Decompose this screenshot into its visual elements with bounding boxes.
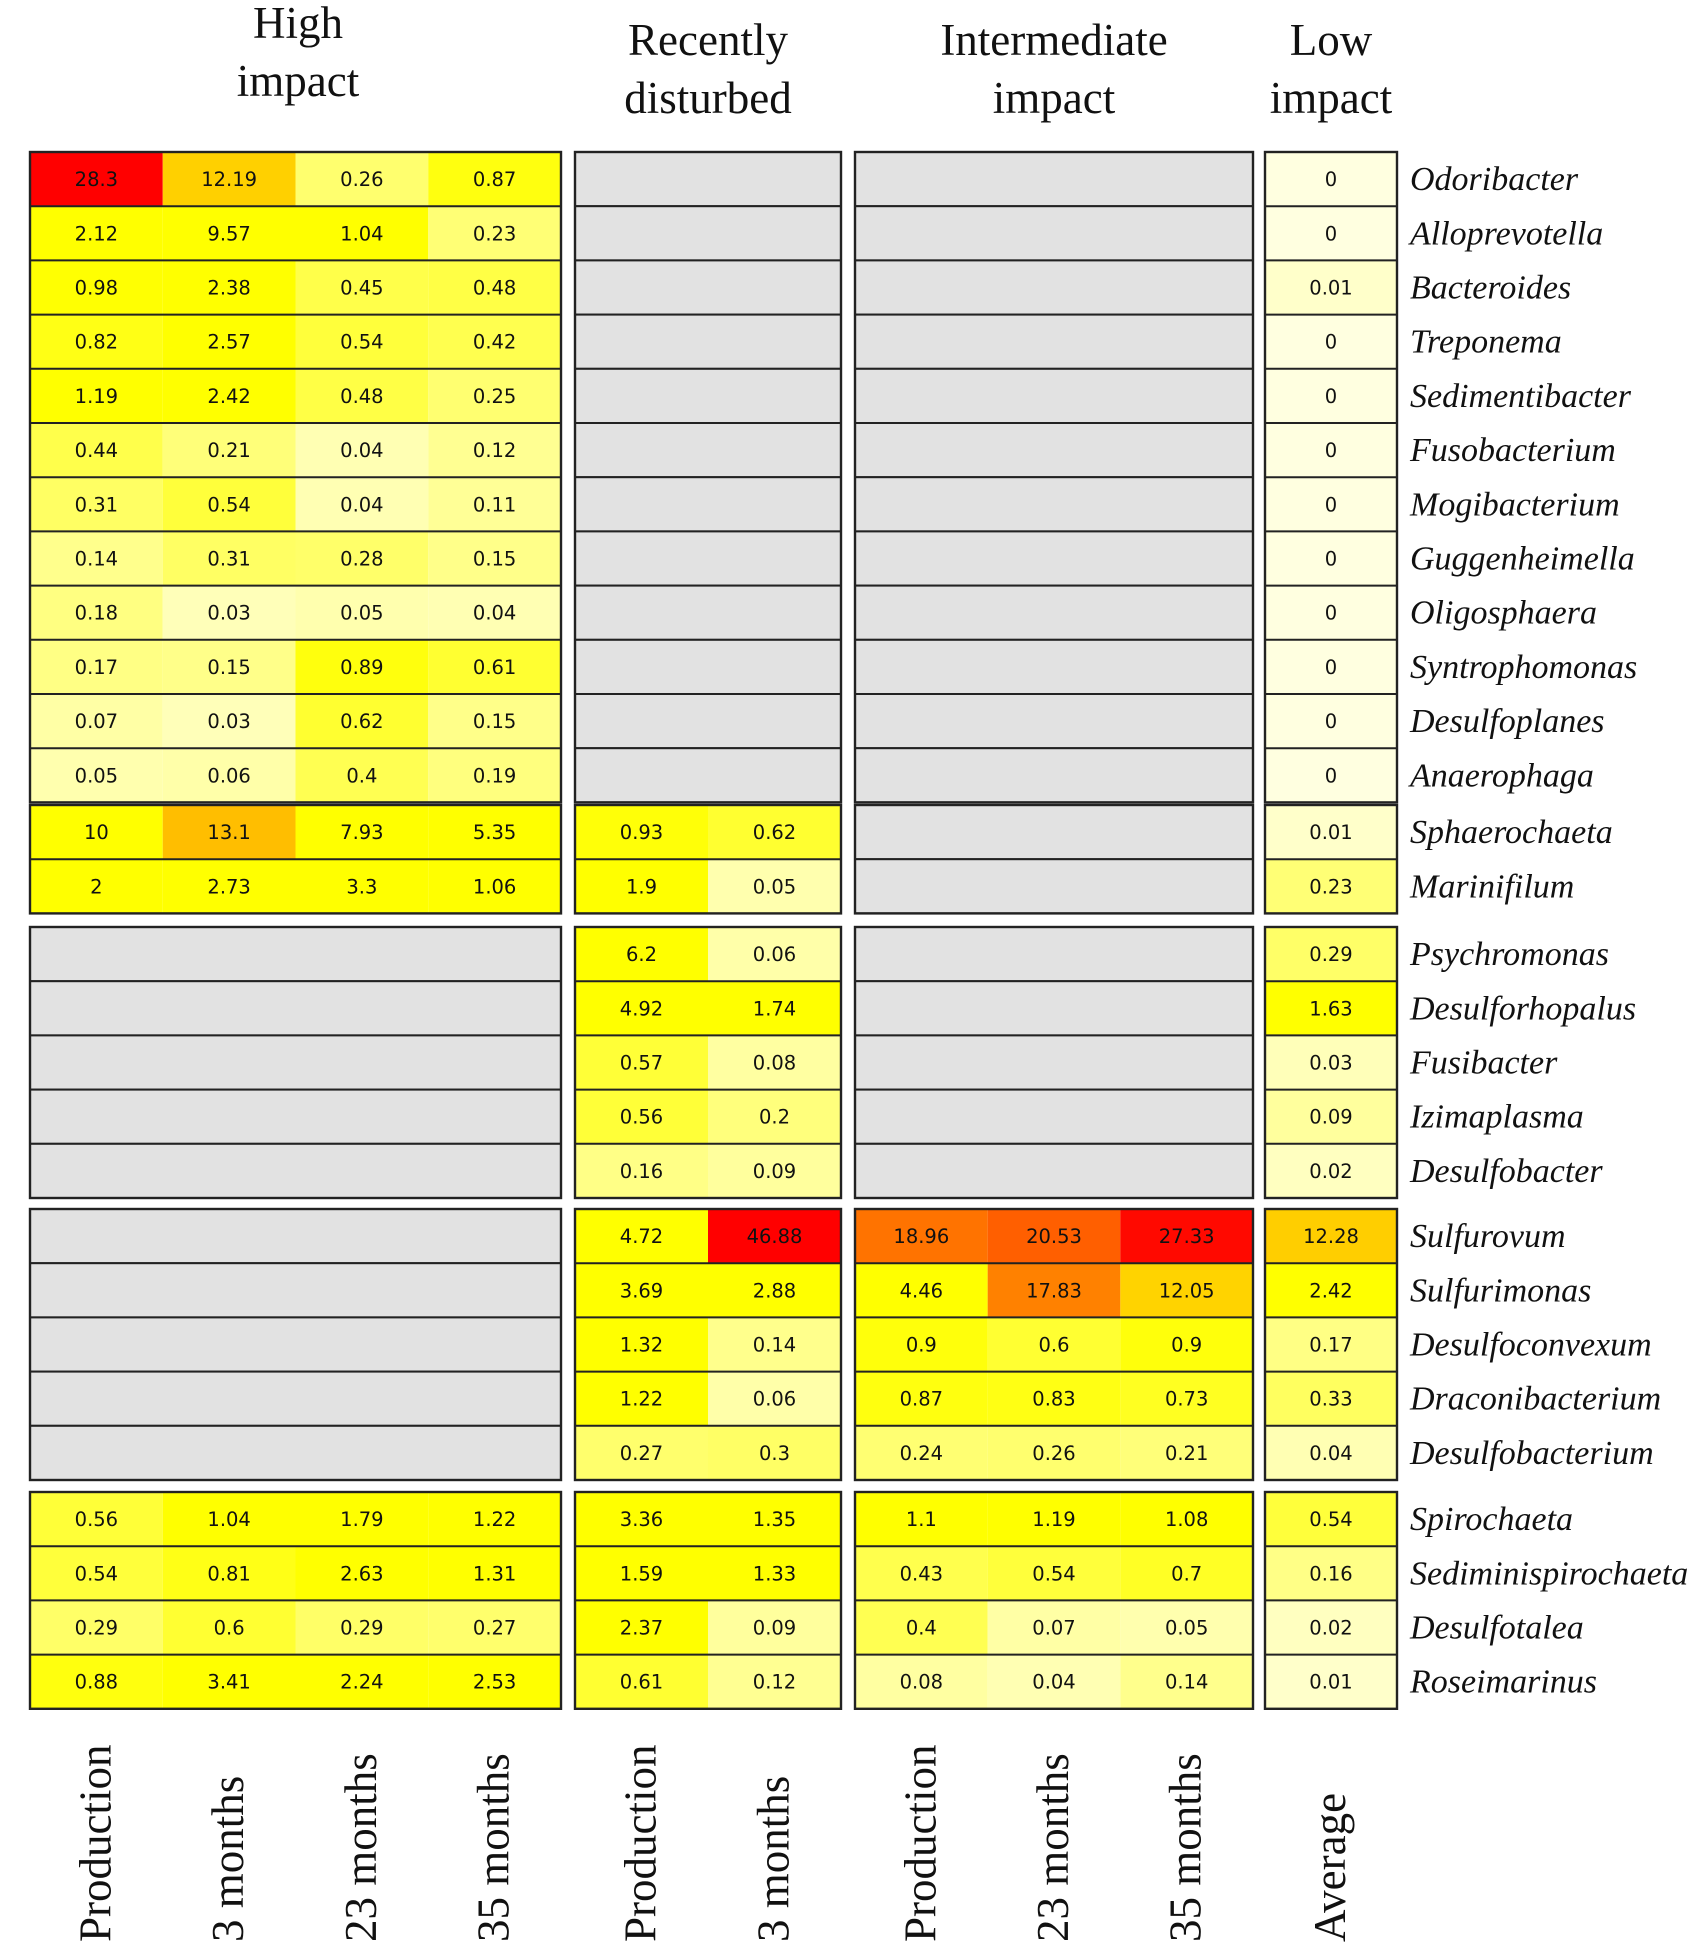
- missing-cell-high-izimaplasma: [30, 1090, 561, 1144]
- cell-value-recent-production-spirochaeta: 3.36: [619, 1508, 664, 1532]
- cell-value-high-production-spirochaeta: 0.56: [74, 1508, 119, 1532]
- cell-value-low-average-odoribacter: 0: [1324, 168, 1338, 192]
- cell-value-low-average-desulfobacterium: 0.04: [1309, 1441, 1353, 1465]
- cell-value-high-3-months-treponema: 2.57: [207, 330, 251, 354]
- cell-value-high-35-months-anaerophaga: 0.19: [472, 764, 517, 788]
- missing-cell-inter-sedimentibacter: [855, 369, 1253, 423]
- missing-cell-recent-sedimentibacter: [575, 369, 841, 423]
- cell-value-high-3-months-anaerophaga: 0.06: [207, 764, 251, 788]
- genus-label-oligosphaera: Oligosphaera: [1410, 594, 1597, 632]
- cell-value-inter-23-months-desulfoconvexum: 0.6: [1038, 1333, 1070, 1357]
- cell-value-high-23-months-syntrophomonas: 0.89: [340, 655, 384, 679]
- cell-value-high-production-odoribacter: 28.3: [74, 168, 119, 192]
- cell-value-recent-production-marinifilum: 1.9: [625, 875, 658, 899]
- cell-value-high-23-months-bacteroides: 0.45: [340, 276, 384, 300]
- missing-cell-inter-fusobacterium: [855, 423, 1253, 477]
- cell-value-low-average-oligosphaera: 0: [1324, 601, 1338, 625]
- column-label-inter-production: Production: [895, 1744, 946, 1942]
- missing-cell-inter-desulfoplanes: [855, 694, 1253, 748]
- cell-value-high-production-sedimentibacter: 1.19: [74, 384, 119, 408]
- cell-value-high-35-months-marinifilum: 1.06: [472, 875, 517, 899]
- cell-value-high-23-months-roseimarinus: 2.24: [340, 1670, 384, 1694]
- cell-value-high-production-bacteroides: 0.98: [74, 276, 119, 300]
- cell-value-high-35-months-guggenheimella: 0.15: [472, 547, 517, 571]
- missing-cell-inter-guggenheimella: [855, 531, 1253, 585]
- cell-value-inter-35-months-spirochaeta: 1.08: [1164, 1508, 1209, 1532]
- cell-value-recent-3-months-sediminispirochaeta: 1.33: [752, 1562, 797, 1586]
- cell-value-high-3-months-odoribacter: 12.19: [201, 168, 258, 192]
- missing-cell-inter-psychromonas: [855, 927, 1253, 981]
- missing-cell-inter-fusibacter: [855, 1035, 1253, 1089]
- cell-value-recent-3-months-desulfotalea: 0.09: [752, 1616, 797, 1640]
- cell-value-high-3-months-sedimentibacter: 2.42: [207, 384, 251, 408]
- cell-value-high-35-months-odoribacter: 0.87: [472, 168, 517, 192]
- cell-value-high-35-months-fusobacterium: 0.12: [472, 439, 517, 463]
- cell-value-high-production-fusobacterium: 0.44: [74, 439, 119, 463]
- cell-value-recent-3-months-desulfobacter: 0.09: [752, 1159, 797, 1183]
- missing-cell-high-sulfurimonas: [30, 1263, 561, 1317]
- cell-value-inter-35-months-draconibacterium: 0.73: [1164, 1387, 1209, 1411]
- cell-value-low-average-sulfurovum: 12.28: [1303, 1225, 1359, 1249]
- genus-labels: [1408, 161, 1688, 1701]
- genus-label-alloprevotella: Alloprevotella: [1410, 215, 1604, 253]
- cell-value-high-35-months-sphaerochaeta: 5.35: [472, 821, 517, 845]
- cell-value-low-average-desulfoconvexum: 0.17: [1309, 1333, 1353, 1357]
- cell-value-high-23-months-sphaerochaeta: 7.93: [340, 821, 384, 845]
- cell-value-high-35-months-desulfotalea: 0.27: [472, 1616, 517, 1640]
- cell-value-recent-3-months-sphaerochaeta: 0.62: [752, 821, 797, 845]
- cell-value-inter-production-sulfurimonas: 4.46: [899, 1279, 944, 1303]
- group-title-inter-line-1: Intermediate: [940, 15, 1168, 65]
- cell-value-high-3-months-bacteroides: 2.38: [207, 276, 251, 300]
- missing-cell-recent-anaerophaga: [575, 748, 841, 802]
- missing-cell-high-fusibacter: [30, 1035, 561, 1089]
- group-title-high-line-1: High: [253, 0, 343, 48]
- genus-label-treponema: Treponema: [1410, 323, 1562, 361]
- genus-label-marinifilum: Marinifilum: [1410, 868, 1575, 906]
- cell-value-high-3-months-syntrophomonas: 0.15: [207, 655, 251, 679]
- missing-cell-high-desulfobacter: [30, 1144, 561, 1198]
- column-label-high-3-months: 3 months: [203, 1775, 254, 1942]
- genus-label-spirochaeta: Spirochaeta: [1410, 1501, 1574, 1539]
- cell-value-low-average-fusobacterium: 0: [1324, 439, 1338, 463]
- cell-value-high-35-months-mogibacterium: 0.11: [472, 493, 517, 517]
- cell-value-low-average-treponema: 0: [1324, 330, 1338, 354]
- cell-value-inter-production-roseimarinus: 0.08: [899, 1670, 944, 1694]
- genus-label-sedimentibacter: Sedimentibacter: [1410, 377, 1631, 415]
- cell-value-high-35-months-spirochaeta: 1.22: [472, 1508, 517, 1532]
- cell-value-low-average-draconibacterium: 0.33: [1309, 1387, 1353, 1411]
- cell-value-recent-3-months-desulforhopalus: 1.74: [752, 997, 797, 1021]
- cell-value-low-average-sphaerochaeta: 0.01: [1309, 821, 1353, 845]
- missing-cell-inter-izimaplasma: [855, 1090, 1253, 1144]
- group-title-low-line-2: impact: [1269, 73, 1393, 123]
- cell-value-recent-3-months-psychromonas: 0.06: [752, 943, 797, 967]
- cell-value-inter-23-months-sulfurovum: 20.53: [1026, 1225, 1082, 1249]
- missing-cell-inter-marinifilum: [855, 859, 1253, 913]
- missing-cell-recent-desulfoplanes: [575, 694, 841, 748]
- cell-value-high-production-syntrophomonas: 0.17: [74, 655, 119, 679]
- cell-value-recent-production-sulfurimonas: 3.69: [619, 1279, 664, 1303]
- cell-value-inter-23-months-roseimarinus: 0.04: [1032, 1670, 1076, 1694]
- cell-value-high-23-months-sedimentibacter: 0.48: [340, 384, 384, 408]
- group-title-recent-line-2: disturbed: [624, 73, 792, 123]
- column-label-recent-3-months: 3 months: [748, 1775, 799, 1942]
- cell-value-inter-23-months-draconibacterium: 0.83: [1032, 1387, 1076, 1411]
- cell-value-recent-production-desulfoconvexum: 1.32: [619, 1333, 664, 1357]
- missing-cell-inter-sphaerochaeta: [855, 805, 1253, 859]
- cell-value-high-35-months-treponema: 0.42: [472, 330, 517, 354]
- cell-value-high-production-roseimarinus: 0.88: [74, 1670, 119, 1694]
- cell-value-high-production-anaerophaga: 0.05: [74, 764, 119, 788]
- cell-value-high-3-months-fusobacterium: 0.21: [207, 439, 251, 463]
- cell-value-high-23-months-guggenheimella: 0.28: [340, 547, 384, 571]
- cell-value-inter-35-months-desulfotalea: 0.05: [1164, 1616, 1209, 1640]
- cell-value-high-23-months-sediminispirochaeta: 2.63: [340, 1562, 384, 1586]
- cell-value-inter-production-spirochaeta: 1.1: [905, 1508, 937, 1532]
- missing-cell-inter-odoribacter: [855, 152, 1253, 206]
- cell-value-high-35-months-sedimentibacter: 0.25: [472, 384, 517, 408]
- cell-value-recent-production-psychromonas: 6.2: [625, 943, 658, 967]
- cell-value-high-3-months-sphaerochaeta: 13.1: [207, 821, 251, 845]
- missing-cell-recent-oligosphaera: [575, 586, 841, 640]
- cell-value-high-23-months-oligosphaera: 0.05: [340, 601, 384, 625]
- cell-value-low-average-desulfotalea: 0.02: [1309, 1616, 1353, 1640]
- cell-value-high-35-months-syntrophomonas: 0.61: [472, 655, 517, 679]
- cell-value-recent-3-months-izimaplasma: 0.2: [758, 1105, 791, 1129]
- genus-label-syntrophomonas: Syntrophomonas: [1410, 648, 1638, 686]
- genus-label-guggenheimella: Guggenheimella: [1410, 540, 1635, 578]
- cell-value-high-3-months-alloprevotella: 9.57: [207, 222, 251, 246]
- missing-cell-recent-alloprevotella: [575, 206, 841, 260]
- genus-label-sulfurimonas: Sulfurimonas: [1410, 1272, 1592, 1310]
- cell-value-high-3-months-sediminispirochaeta: 0.81: [207, 1562, 251, 1586]
- missing-cell-high-sulfurovum: [30, 1209, 561, 1263]
- missing-cell-inter-mogibacterium: [855, 477, 1253, 531]
- genus-label-fusobacterium: Fusobacterium: [1410, 432, 1616, 470]
- cell-value-inter-23-months-spirochaeta: 1.19: [1032, 1508, 1076, 1532]
- genus-label-izimaplasma: Izimaplasma: [1410, 1098, 1584, 1136]
- genus-label-desulforhopalus: Desulforhopalus: [1410, 990, 1637, 1028]
- missing-cell-inter-oligosphaera: [855, 586, 1253, 640]
- cell-value-inter-23-months-sulfurimonas: 17.83: [1026, 1279, 1082, 1303]
- cell-value-high-3-months-marinifilum: 2.73: [207, 875, 251, 899]
- cell-value-high-3-months-roseimarinus: 3.41: [207, 1670, 251, 1694]
- missing-cell-high-desulforhopalus: [30, 981, 561, 1035]
- cell-value-recent-3-months-roseimarinus: 0.12: [752, 1670, 797, 1694]
- genus-label-bacteroides: Bacteroides: [1410, 269, 1572, 307]
- cell-value-high-production-oligosphaera: 0.18: [74, 601, 119, 625]
- cell-value-high-35-months-bacteroides: 0.48: [472, 276, 517, 300]
- cell-value-high-production-desulfoplanes: 0.07: [74, 710, 119, 734]
- cell-value-low-average-desulfobacter: 0.02: [1309, 1159, 1353, 1183]
- cell-value-high-35-months-sediminispirochaeta: 1.31: [472, 1562, 517, 1586]
- missing-cell-inter-anaerophaga: [855, 748, 1253, 802]
- cell-value-inter-production-desulfotalea: 0.4: [905, 1616, 937, 1640]
- column-label-high-35-months: 35 months: [468, 1753, 519, 1942]
- missing-cell-inter-desulforhopalus: [855, 981, 1253, 1035]
- genus-label-mogibacterium: Mogibacterium: [1410, 486, 1620, 524]
- cell-value-inter-production-desulfoconvexum: 0.9: [905, 1333, 937, 1357]
- cell-value-high-23-months-mogibacterium: 0.04: [340, 493, 384, 517]
- cell-value-inter-35-months-desulfobacterium: 0.21: [1164, 1441, 1209, 1465]
- cell-value-low-average-desulforhopalus: 1.63: [1309, 997, 1353, 1021]
- cell-value-high-23-months-marinifilum: 3.3: [346, 875, 378, 899]
- cell-value-inter-35-months-sediminispirochaeta: 0.7: [1171, 1562, 1203, 1586]
- cell-value-recent-production-fusibacter: 0.57: [619, 1051, 664, 1075]
- cell-value-high-23-months-odoribacter: 0.26: [340, 168, 384, 192]
- missing-cell-high-draconibacterium: [30, 1372, 561, 1426]
- cell-value-recent-3-months-fusibacter: 0.08: [752, 1051, 797, 1075]
- missing-cell-recent-treponema: [575, 315, 841, 369]
- cell-value-high-production-guggenheimella: 0.14: [74, 547, 119, 571]
- group-title-recent-line-1: Recently: [628, 15, 788, 65]
- cell-value-recent-3-months-desulfoconvexum: 0.14: [752, 1333, 797, 1357]
- cell-value-low-average-fusibacter: 0.03: [1309, 1051, 1353, 1075]
- genus-label-sphaerochaeta: Sphaerochaeta: [1410, 814, 1613, 852]
- cell-value-recent-3-months-spirochaeta: 1.35: [752, 1508, 797, 1532]
- cell-value-recent-production-desulfobacter: 0.16: [619, 1159, 664, 1183]
- genus-label-anaerophaga: Anaerophaga: [1410, 757, 1594, 795]
- cell-value-low-average-roseimarinus: 0.01: [1309, 1670, 1353, 1694]
- cell-value-low-average-spirochaeta: 0.54: [1309, 1508, 1353, 1532]
- missing-cell-inter-alloprevotella: [855, 206, 1253, 260]
- cell-value-high-23-months-alloprevotella: 1.04: [340, 222, 384, 246]
- cell-value-high-3-months-desulfoplanes: 0.03: [207, 710, 251, 734]
- cell-value-inter-35-months-roseimarinus: 0.14: [1164, 1670, 1209, 1694]
- cell-value-inter-23-months-sediminispirochaeta: 0.54: [1032, 1562, 1076, 1586]
- cell-value-inter-23-months-desulfobacterium: 0.26: [1032, 1441, 1076, 1465]
- cell-value-high-production-desulfotalea: 0.29: [74, 1616, 119, 1640]
- cell-value-high-3-months-guggenheimella: 0.31: [207, 547, 251, 571]
- cell-value-high-3-months-spirochaeta: 1.04: [207, 1508, 251, 1532]
- column-labels: [70, 1745, 1355, 1943]
- missing-cell-recent-syntrophomonas: [575, 640, 841, 694]
- cell-value-high-production-treponema: 0.82: [74, 330, 119, 354]
- cell-value-low-average-bacteroides: 0.01: [1309, 276, 1353, 300]
- cell-value-high-production-marinifilum: 2: [90, 875, 103, 899]
- cell-value-recent-3-months-desulfobacterium: 0.3: [758, 1441, 791, 1465]
- column-label-recent-production: Production: [615, 1744, 666, 1942]
- genus-label-psychromonas: Psychromonas: [1410, 936, 1609, 974]
- missing-cell-inter-syntrophomonas: [855, 640, 1253, 694]
- cell-value-low-average-guggenheimella: 0: [1324, 547, 1338, 571]
- missing-cell-high-psychromonas: [30, 927, 561, 981]
- cell-value-recent-production-desulfobacterium: 0.27: [619, 1441, 664, 1465]
- cell-value-recent-production-draconibacterium: 1.22: [619, 1387, 664, 1411]
- cell-value-recent-3-months-sulfurovum: 46.88: [746, 1225, 803, 1249]
- cell-value-low-average-marinifilum: 0.23: [1309, 875, 1353, 899]
- cell-value-inter-production-sulfurovum: 18.96: [893, 1225, 950, 1249]
- cell-value-low-average-mogibacterium: 0: [1324, 493, 1338, 517]
- cell-value-high-35-months-alloprevotella: 0.23: [472, 222, 517, 246]
- genus-label-desulfobacterium: Desulfobacterium: [1410, 1434, 1654, 1472]
- cell-value-high-production-mogibacterium: 0.31: [74, 493, 119, 517]
- cell-value-high-production-alloprevotella: 2.12: [74, 222, 119, 246]
- genus-label-odoribacter: Odoribacter: [1410, 161, 1579, 199]
- cell-value-recent-production-sediminispirochaeta: 1.59: [619, 1562, 664, 1586]
- missing-cell-inter-bacteroides: [855, 260, 1253, 314]
- cell-value-recent-3-months-draconibacterium: 0.06: [752, 1387, 797, 1411]
- missing-cell-recent-guggenheimella: [575, 531, 841, 585]
- cell-value-inter-35-months-desulfoconvexum: 0.9: [1171, 1333, 1203, 1357]
- genus-label-sediminispirochaeta: Sediminispirochaeta: [1410, 1555, 1689, 1593]
- column-label-high-production: Production: [70, 1744, 121, 1942]
- cell-value-recent-production-izimaplasma: 0.56: [619, 1105, 664, 1129]
- genus-label-desulfoconvexum: Desulfoconvexum: [1410, 1326, 1652, 1364]
- cell-value-inter-production-draconibacterium: 0.87: [899, 1387, 944, 1411]
- cell-value-high-23-months-spirochaeta: 1.79: [340, 1508, 384, 1532]
- cell-value-low-average-desulfoplanes: 0: [1324, 710, 1338, 734]
- column-label-low-average: Average: [1305, 1792, 1355, 1942]
- missing-cell-inter-desulfobacter: [855, 1144, 1253, 1198]
- cell-value-high-23-months-anaerophaga: 0.4: [346, 764, 378, 788]
- group-title-low-line-1: Low: [1289, 15, 1373, 65]
- missing-cell-recent-odoribacter: [575, 152, 841, 206]
- cell-value-high-23-months-desulfotalea: 0.29: [340, 1616, 384, 1640]
- genus-label-roseimarinus: Roseimarinus: [1410, 1663, 1597, 1701]
- cell-value-low-average-psychromonas: 0.29: [1309, 943, 1353, 967]
- cell-value-high-35-months-roseimarinus: 2.53: [472, 1670, 517, 1694]
- missing-cell-high-desulfoconvexum: [30, 1317, 561, 1371]
- genus-label-draconibacterium: Draconibacterium: [1410, 1380, 1662, 1418]
- cell-value-low-average-syntrophomonas: 0: [1324, 655, 1338, 679]
- cell-value-inter-35-months-sulfurovum: 27.33: [1158, 1225, 1215, 1249]
- cell-value-low-average-sedimentibacter: 0: [1324, 384, 1338, 408]
- cell-value-recent-production-sulfurovum: 4.72: [619, 1225, 664, 1249]
- cell-value-high-35-months-desulfoplanes: 0.15: [472, 710, 517, 734]
- cell-value-low-average-sulfurimonas: 2.42: [1309, 1279, 1353, 1303]
- cell-value-high-23-months-treponema: 0.54: [340, 330, 384, 354]
- group-title-inter-line-2: impact: [992, 73, 1116, 123]
- column-label-high-23-months: 23 months: [335, 1753, 386, 1942]
- column-label-inter-23-months: 23 months: [1028, 1753, 1078, 1942]
- heatmap-cells: [30, 152, 1397, 1709]
- cell-value-inter-35-months-sulfurimonas: 12.05: [1158, 1279, 1215, 1303]
- cell-value-recent-production-sphaerochaeta: 0.93: [619, 821, 664, 845]
- missing-cell-recent-bacteroides: [575, 260, 841, 314]
- cell-value-high-23-months-desulfoplanes: 0.62: [340, 710, 384, 734]
- cell-value-recent-production-desulfotalea: 2.37: [619, 1616, 664, 1640]
- cell-value-recent-production-desulforhopalus: 4.92: [619, 997, 664, 1021]
- genus-label-fusibacter: Fusibacter: [1410, 1044, 1558, 1082]
- missing-cell-high-desulfobacterium: [30, 1426, 561, 1480]
- group-headers: [237, 0, 1393, 123]
- cell-value-low-average-anaerophaga: 0: [1324, 764, 1338, 788]
- cell-value-high-3-months-oligosphaera: 0.03: [207, 601, 251, 625]
- cell-value-low-average-sediminispirochaeta: 0.16: [1309, 1562, 1353, 1586]
- genus-label-desulfotalea: Desulfotalea: [1410, 1609, 1584, 1647]
- missing-cell-inter-treponema: [855, 315, 1253, 369]
- missing-cell-recent-fusobacterium: [575, 423, 841, 477]
- cell-value-inter-production-desulfobacterium: 0.24: [899, 1441, 944, 1465]
- cell-value-recent-3-months-marinifilum: 0.05: [752, 875, 797, 899]
- cell-value-high-3-months-mogibacterium: 0.54: [207, 493, 251, 517]
- genus-label-desulfoplanes: Desulfoplanes: [1410, 703, 1605, 741]
- missing-cell-recent-mogibacterium: [575, 477, 841, 531]
- cell-value-recent-3-months-sulfurimonas: 2.88: [752, 1279, 797, 1303]
- cell-value-high-production-sediminispirochaeta: 0.54: [74, 1562, 119, 1586]
- cell-value-high-3-months-desulfotalea: 0.6: [213, 1616, 245, 1640]
- cell-value-low-average-izimaplasma: 0.09: [1309, 1105, 1353, 1129]
- cell-value-inter-23-months-desulfotalea: 0.07: [1032, 1616, 1076, 1640]
- cell-value-high-production-sphaerochaeta: 10: [83, 821, 109, 845]
- genus-label-sulfurovum: Sulfurovum: [1410, 1218, 1566, 1256]
- column-label-inter-35-months: 35 months: [1160, 1753, 1211, 1942]
- cell-value-low-average-alloprevotella: 0: [1324, 222, 1338, 246]
- cell-value-inter-production-sediminispirochaeta: 0.43: [899, 1562, 944, 1586]
- genus-label-desulfobacter: Desulfobacter: [1410, 1152, 1603, 1190]
- cell-value-recent-production-roseimarinus: 0.61: [619, 1670, 664, 1694]
- cell-value-high-23-months-fusobacterium: 0.04: [340, 439, 384, 463]
- cell-value-high-35-months-oligosphaera: 0.04: [472, 601, 517, 625]
- group-title-high-line-2: impact: [236, 56, 360, 106]
